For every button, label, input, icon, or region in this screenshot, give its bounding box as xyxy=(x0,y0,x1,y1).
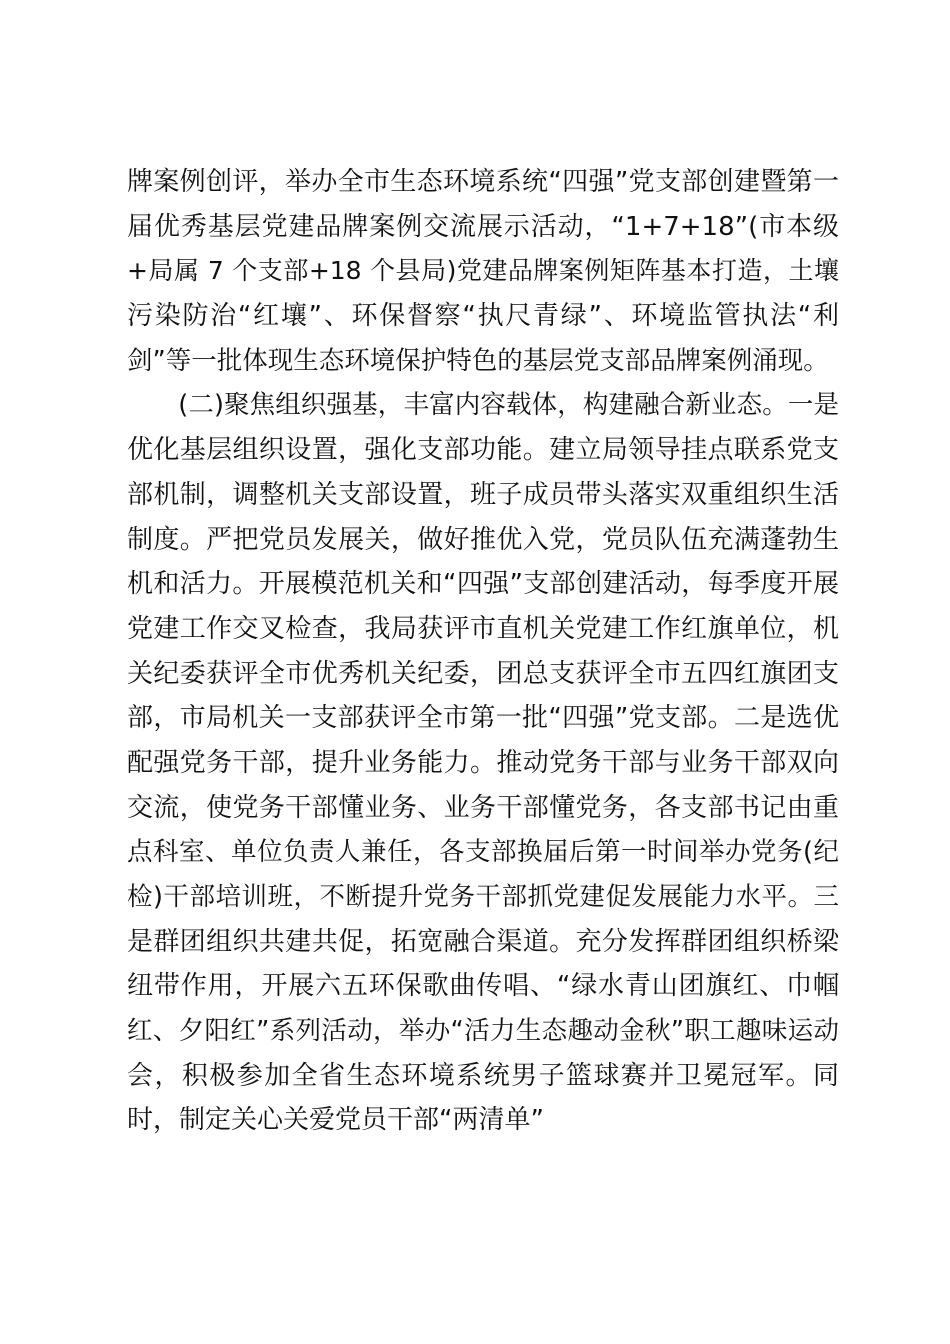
text-line: 剑”等一批体现生态环境保护特色的基层党支部品牌案例涌现。 xyxy=(127,345,829,376)
text-line: 牌案例创评，举办全市生态环境系统“四强”党支部创建暨第一 xyxy=(127,167,839,197)
text-line: 时，制定关心关爱党员干部“两清单” xyxy=(127,1105,544,1136)
text-line: +局属 7 个支部+18 个县局)党建品牌案例矩阵基本打造，土壤 xyxy=(127,256,839,286)
body-text xyxy=(127,160,839,1143)
text-line: 交流，使党务干部懂业务、业务干部懂党务，各支部书记由重 xyxy=(127,792,839,823)
text-line: 关纪委获评全市优秀机关纪委，团总支获评全市五四红旗团支 xyxy=(127,658,839,689)
text-line: 是群团组织共建共促，拓宽融合渠道。充分发挥群团组织桥梁 xyxy=(127,926,839,957)
text-line: 纽带作用，开展六五环保歌曲传唱、“绿水青山团旗红、巾帼 xyxy=(127,971,839,1002)
text-line: 会，积极参加全省生态环境系统男子篮球赛并卫冕冠军。同 xyxy=(127,1060,839,1091)
text-line: 红、夕阳红”系列活动，举办“活力生态趣动金秋”职工趣味运动 xyxy=(127,1016,839,1047)
text-line: 检)干部培训班，不断提升党务干部抓党建促发展能力水平。三 xyxy=(127,882,839,912)
text-line: 党建工作交叉检查，我局获评市直机关党建工作红旗单位，机 xyxy=(127,613,839,644)
text-line: 机和活力。开展模范机关和“四强”支部创建活动，每季度开展 xyxy=(127,569,839,600)
text-line: 配强党务干部，提升业务能力。推动党务干部与业务干部双向 xyxy=(127,747,839,778)
text-line: (二)聚焦组织强基，丰富内容载体，构建融合新业态。一是 xyxy=(127,390,839,421)
text-line: 制度。严把党员发展关，做好推优入党，党员队伍充满蓬勃生 xyxy=(127,524,839,555)
text-line: 部，市局机关一支部获评全市第一批“四强”党支部。二是选优 xyxy=(127,703,839,734)
text-line: 届优秀基层党建品牌案例交流展示活动，“1+7+18”(市本级 xyxy=(127,211,839,242)
text-line: 部机制，调整机关支部设置，班子成员带头落实双重组织生活 xyxy=(127,479,839,510)
text-line: 污染防治“红壤”、环保督察“执尺青绿”、环境监管执法“利 xyxy=(127,301,839,332)
text-line: 点科室、单位负责人兼任，各支部换届后第一时间举办党务(纪 xyxy=(127,837,839,868)
text-line: 优化基层组织设置，强化支部功能。建立局领导挂点联系党支 xyxy=(127,435,839,466)
